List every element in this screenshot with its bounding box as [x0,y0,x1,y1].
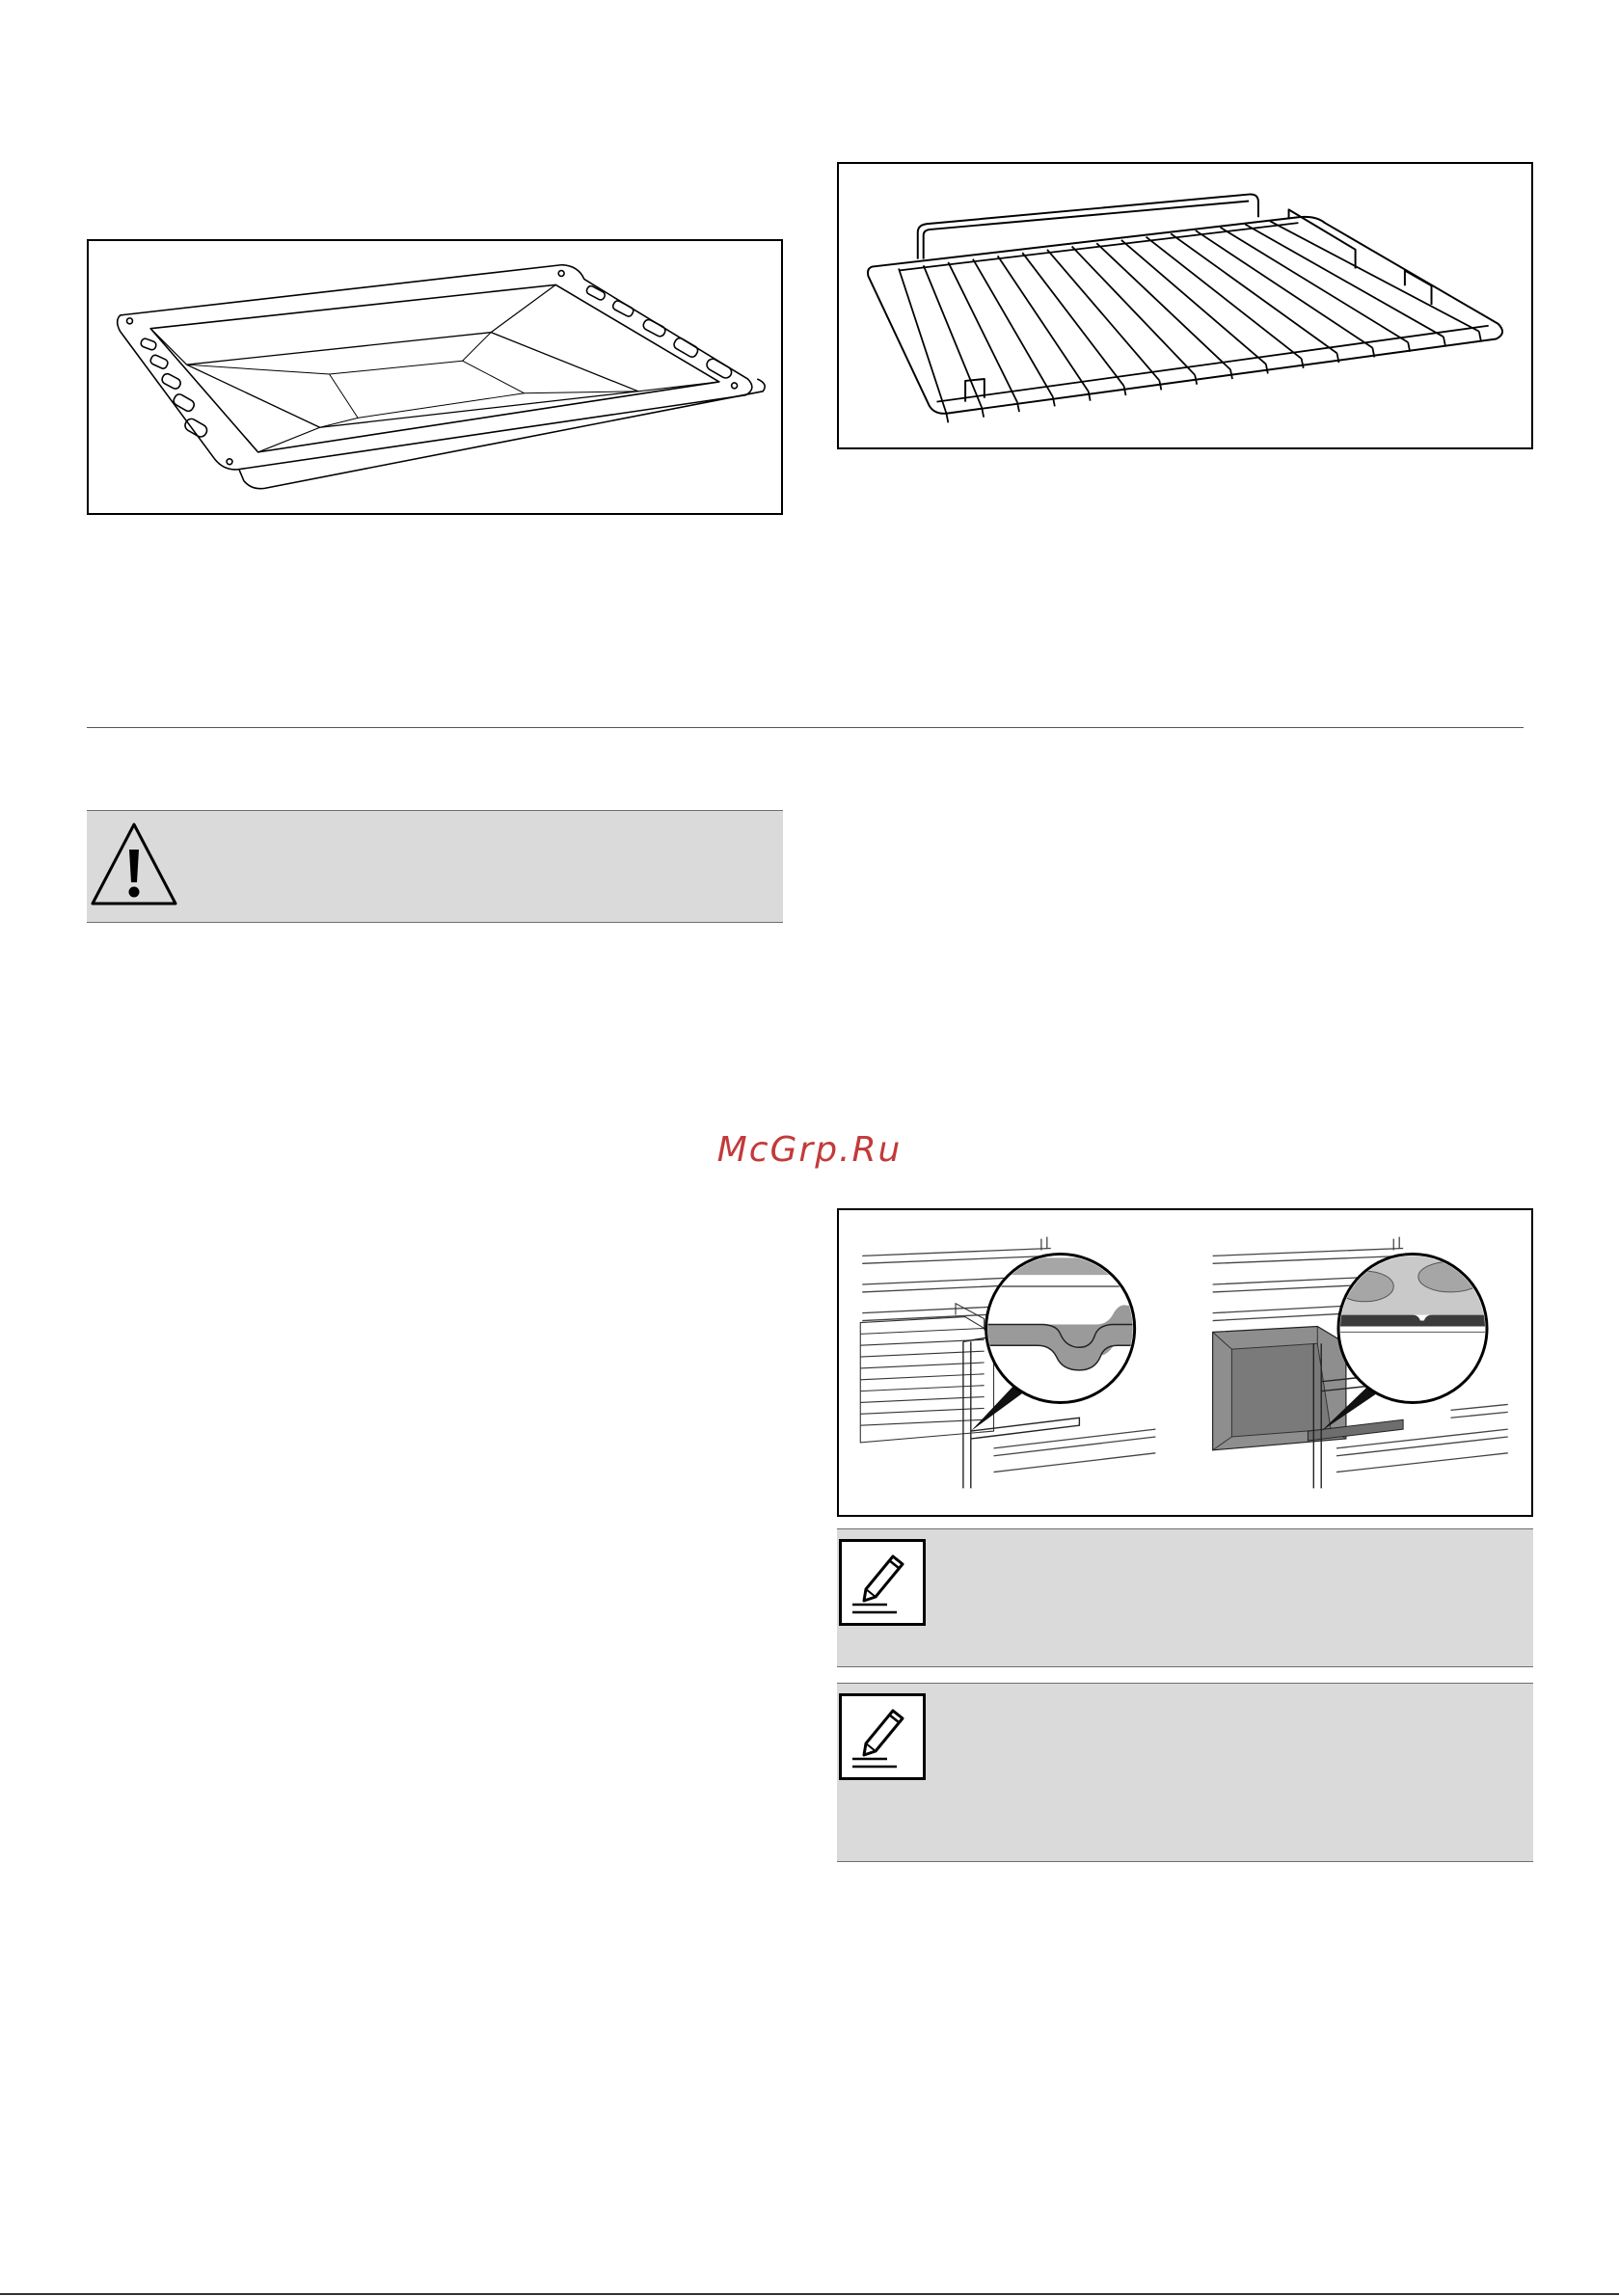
wire-shelf-figure [837,162,1533,449]
shelf-insertion-detail-illustration [839,1210,1531,1515]
shelf-wire [1072,247,1196,375]
shelf-wire-foot [1159,381,1161,391]
section-divider [87,727,1524,728]
shelf-wire [1171,233,1336,353]
shelf-wire [1121,240,1266,365]
shelf-wire-foot [946,413,948,422]
warning-triangle-icon [90,821,178,907]
shelf-wire [1147,237,1302,359]
page-bottom-edge [0,2293,1619,2295]
baking-tray-figure [87,239,783,515]
shelf-wire [1047,250,1159,381]
shelf-wire-foot [1230,369,1232,379]
note-pencil-icon [839,1693,926,1780]
shelf-wire-foot [1195,375,1197,385]
baking-tray-illustration [89,241,781,513]
shelf-wire [1022,253,1123,386]
shelf-insertion-figure [837,1208,1533,1517]
shelf-wire-foot [1302,359,1304,368]
shelf-wire [1196,230,1373,348]
shelf-wire [948,262,1017,402]
shelf-wire-foot [1479,332,1481,341]
note-pencil-icon [839,1539,926,1626]
warning-notice [87,810,783,923]
shelf-wire [1245,224,1444,337]
shelf-wire [924,265,983,408]
watermark: McGrp.Ru [716,1130,903,1170]
wire-shelf-illustration [839,164,1531,447]
shelf-wire-foot [1444,337,1445,346]
note-notice-2 [837,1683,1533,1862]
shelf-wire-foot [1124,386,1126,395]
shelf-wire-foot [1089,392,1091,401]
note-notice-1 [837,1528,1533,1667]
shelf-wire-foot [1266,365,1268,374]
